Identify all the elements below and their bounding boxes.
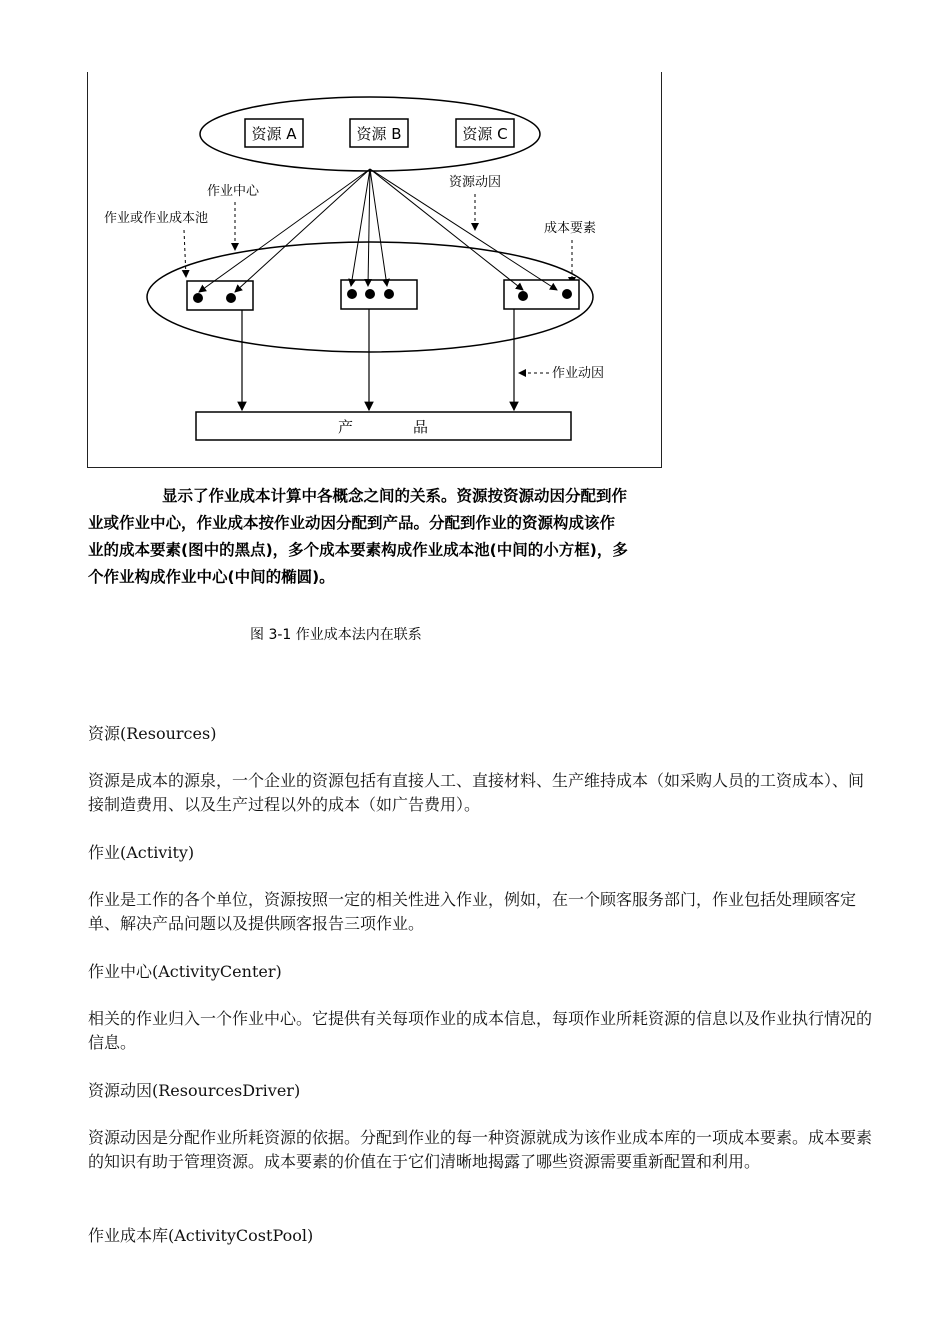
section-resources <box>88 722 874 746</box>
cost-element-dot <box>365 289 375 299</box>
resource-a-label: 资源 A <box>251 125 297 143</box>
figure-text-line: 显示了作业成本计算中各概念之间的关系。资源按资源动因分配到作 <box>162 487 628 505</box>
resource-c-label: 资源 C <box>462 125 508 143</box>
label-activity-driver: 作业动因 <box>552 366 605 381</box>
resource-b-label: 资源 B <box>356 125 402 143</box>
cost-element-dot <box>562 289 572 299</box>
section-body: 作业是工作的各个单位，资源按照一定的相关性进入作业，例如，在一个顾客服务部门，作业包括处理顾客定单、解决产品问题以及提供顾客报告三项作业。 <box>88 890 857 933</box>
figure-text-line: 业的成本要素(图中的黑点)，多个成本要素构成作业成本池(中间的小方框)，多 <box>88 541 628 559</box>
cost-element-dot <box>384 289 394 299</box>
section-activity <box>88 841 874 865</box>
section-resources-driver-body <box>88 1126 874 1174</box>
section-heading: 资源(Resources) <box>88 724 217 743</box>
figure-caption: 图 3-1 作业成本法内在联系 <box>250 627 422 643</box>
section-body: 相关的作业归入一个作业中心。它提供有关每项作业的成本信息，每项作业所耗资源的信息以及作业执行情况的信息。 <box>88 1009 873 1052</box>
figure-text-line: 个作业构成作业中心(中间的椭圆)。 <box>88 568 335 586</box>
label-cost-element: 成本要素 <box>544 221 597 236</box>
figure-description <box>88 483 668 591</box>
section-resources-driver <box>88 1079 874 1103</box>
section-body: 资源是成本的源泉，一个企业的资源包括有直接人工、直接材料、生产维持成本（如采购人员的工资成本）、间接制造费用、以及生产过程以外的成本（如广告费用）。 <box>88 771 865 814</box>
section-resources-body <box>88 769 874 817</box>
product-label: 产 品 <box>337 418 429 436</box>
section-heading: 作业成本库(ActivityCostPool) <box>88 1226 314 1245</box>
abc-diagram <box>87 72 662 468</box>
cost-element-dot <box>347 289 357 299</box>
cost-element-dot <box>226 293 236 303</box>
label-resource-driver: 资源动因 <box>449 175 502 190</box>
section-heading: 作业(Activity) <box>88 843 195 862</box>
figure-text-line: 业或作业中心，作业成本按作业动因分配到产品。分配到作业的资源构成该作 <box>88 514 616 532</box>
cost-element-dot <box>518 291 528 301</box>
section-body: 资源动因是分配作业所耗资源的依据。分配到作业的每一种资源就成为该作业成本库的一项成本要素。成本要素的知识有助于管理资源。成本要素的价值在于它们清晰地揭露了哪些资源需要重新配置和利用。 <box>88 1128 873 1171</box>
label-activity-center: 作业中心 <box>207 184 260 199</box>
section-activity-center-body <box>88 1007 874 1055</box>
cost-element-dot <box>193 293 203 303</box>
section-activity-center <box>88 960 874 984</box>
section-activity-body <box>88 888 874 936</box>
section-activity-cost-pool <box>88 1224 874 1248</box>
section-heading: 作业中心(ActivityCenter) <box>88 962 282 981</box>
section-heading: 资源动因(ResourcesDriver) <box>88 1081 301 1100</box>
label-activity-pool: 作业或作业成本池 <box>104 211 209 226</box>
